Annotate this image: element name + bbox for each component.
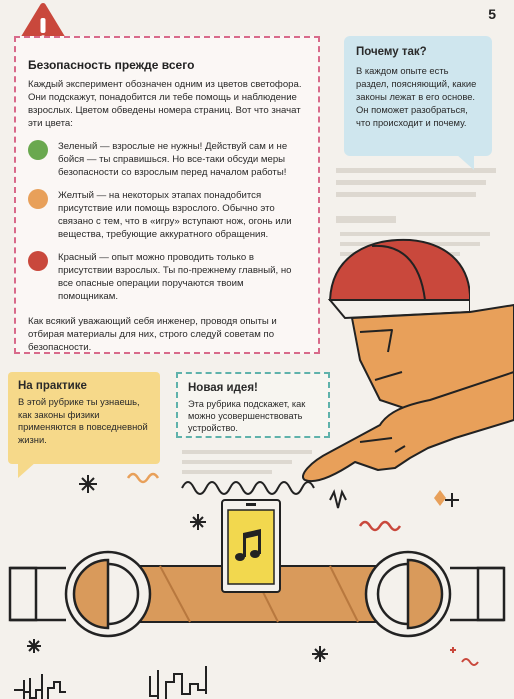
speaker-icon [10, 552, 150, 636]
safety-title: Безопасность прежде всего [28, 58, 195, 72]
practice-title: На практике [18, 380, 87, 392]
why-title: Почему так? [356, 46, 427, 58]
cap-illustration [330, 240, 514, 318]
why-bubble [344, 36, 492, 156]
face-arm-illustration [303, 305, 514, 481]
practice-text: В этой рубрике ты узнаешь, как законы физики применяются в повседневной жизни. [18, 396, 148, 445]
phone-illustration [222, 500, 280, 592]
category-green [28, 140, 306, 179]
category-orange [28, 189, 306, 241]
safety-closing: Как всякий уважающий себя инженер, проводя опыты и отбирая материалы для них, строго следуй советам по безопасности. [28, 316, 277, 353]
bubble-tail [18, 462, 36, 478]
safety-intro: Каждый эксперимент обозначен одним из цветов светофора. Они подскажут, понадобится ли тебе помощь и наблюдение взрослых. Цветом обведены номера страниц. Вот что значат эти цвета: [28, 79, 302, 129]
speaker-icon [366, 552, 504, 636]
bubble-tail [456, 154, 474, 170]
idea-box [176, 372, 330, 438]
green-dot-icon [28, 140, 48, 160]
category-green-text: Зеленый — взрослые не нужны! Действуй сам и не бойся — ты справишься. Но все-таки обсуди меры безопасности со взрослым перед началом работы! [58, 141, 288, 178]
idea-title: Новая идея! [188, 382, 258, 394]
red-dot-icon [28, 251, 48, 271]
safety-box [14, 36, 320, 354]
practice-bubble [8, 372, 160, 464]
idea-text: Эта рубрика подскажет, как можно усовершенствовать устройство. [188, 399, 306, 433]
category-orange-text: Желтый — на некоторых этапах понадобится присутствие или помощь взрослого. Обычно это связано с тем, что в «игру» вступают нож, огонь или вещества, требующие аккуратного обращения. [58, 190, 292, 240]
category-red [28, 251, 306, 303]
orange-dot-icon [28, 189, 48, 209]
page-number: 5 [488, 6, 496, 22]
category-red-text: Красный — опыт можно проводить только в присутствии взрослых. Ты по-прежнему главный, но все опасные операции поручаются твоим помощникам. [58, 252, 292, 302]
why-text: В каждом опыте есть раздел, поясняющий, какие законы лежат в его основе. Он поможет разобраться, что происходит и почему. [356, 65, 477, 128]
